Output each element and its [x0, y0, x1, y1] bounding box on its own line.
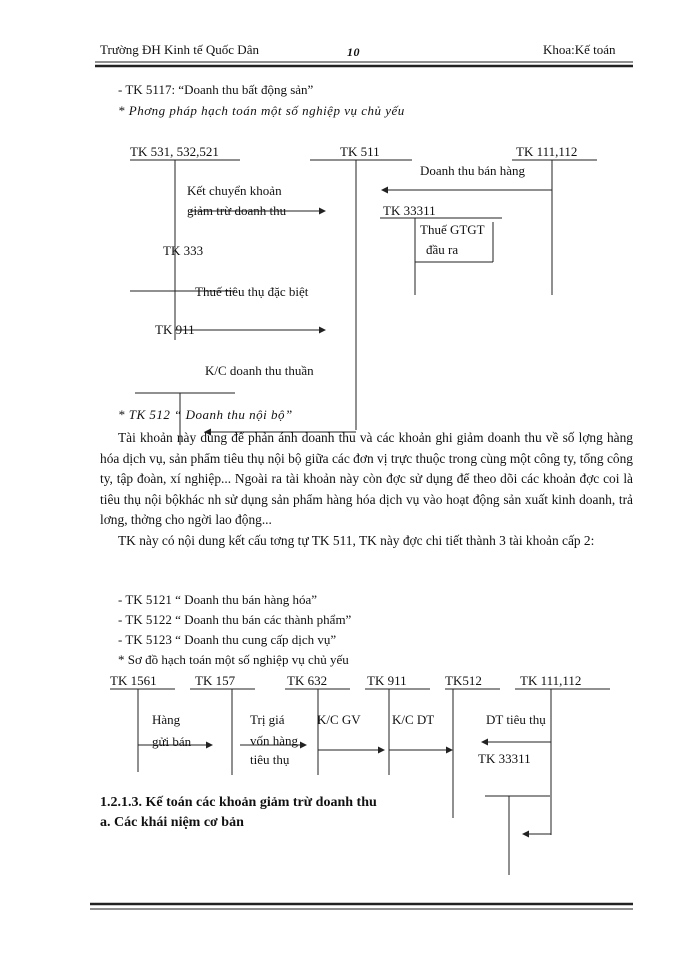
- d1-acc-33311: TK 33311: [383, 203, 436, 218]
- d2-goods-2: gửi bán: [152, 734, 192, 749]
- d2-cost-1: Trị giá: [250, 712, 285, 727]
- d2-acc-1561: TK 1561: [110, 673, 157, 688]
- section-1213-subheading: a. Các khái niệm cơ bản: [100, 815, 244, 830]
- d1-vat-1: Thuế GTGT: [420, 222, 485, 237]
- d2-acc-911: TK 911: [367, 673, 407, 688]
- d2-acc-632: TK 632: [287, 673, 328, 688]
- d1-acc-531: TK 531, 532,521: [130, 144, 219, 159]
- tk512-para-1: Tài khoản này dùng để phản ánh doanh thu và các khoản ghi giảm doanh thu về số lợng hàng hóa dịch vụ, sản phẩm tiêu thụ nội bộ giữa các đơn vị trực thuộc trong cùng một công ty, tổng công ty, tập đoàn, xí nghiệp... Ngoài ra tài khoản này còn đợc sử dụng để theo dõi các khoản đợc coi là tiêu thụ nội bộkhác nh sử dụng sản phẩm hàng hóa dịch vụ vào hoạt động sản xuất kinh doanh, trả lơng, thởng cho ngời lao động...: [100, 430, 633, 527]
- d2-goods-1: Hàng: [152, 712, 181, 727]
- diagram-2-title: * Sơ đồ hạch toán một số nghiệp vụ chủ yếu: [118, 652, 349, 667]
- d1-excise-tax: Thuế tiêu thụ đặc biệt: [195, 284, 309, 299]
- d2-acc-157: TK 157: [195, 673, 236, 688]
- d2-cost-3: tiêu thụ: [250, 752, 290, 767]
- tk5117-line: - TK 5117: “Doanh thu bất động sản”: [118, 82, 314, 97]
- d2-acc-512: TK512: [445, 673, 482, 688]
- method-title: * Phơng pháp hạch toán một số nghiệp vụ chủ yếu: [118, 103, 405, 118]
- d1-net-revenue: K/C doanh thu thuần: [205, 363, 314, 378]
- d2-dt-tieu-thu: DT tiêu thụ: [486, 712, 546, 727]
- sub-account-1: - TK 5121 “ Doanh thu bán hàng hóa”: [118, 592, 318, 607]
- d1-vat-2: đầu ra: [426, 242, 459, 257]
- sub-account-2: - TK 5122 “ Doanh thu bán các thành phẩm”: [118, 612, 352, 627]
- d1-sales-revenue: Doanh thu bán hàng: [420, 163, 526, 178]
- d1-acc-911: TK 911: [155, 322, 195, 337]
- header-school: Trường ĐH Kinh tế Quốc Dân: [100, 42, 259, 57]
- d1-transfer-2: giảm trừ doanh thu: [187, 203, 287, 218]
- d2-kc-dt: K/C DT: [392, 712, 435, 727]
- d2-cost-2: vốn hàng: [250, 733, 299, 748]
- d2-acc-33311: TK 33311: [478, 751, 531, 766]
- sub-account-3: - TK 5123 “ Doanh thu cung cấp dịch vụ”: [118, 632, 337, 647]
- d1-acc-333: TK 333: [163, 243, 204, 258]
- header-page-number: 10: [347, 45, 360, 59]
- d1-transfer-1: Kết chuyển khoản: [187, 183, 282, 198]
- section-1213-heading: 1.2.1.3. Kế toán các khoản giảm trừ doanh thu: [100, 795, 377, 810]
- d1-acc-111: TK 111,112: [516, 144, 578, 159]
- d2-acc-111: TK 111,112: [520, 673, 582, 688]
- header-faculty: Khoa:Kế toán: [543, 42, 616, 57]
- d2-kc-gv: K/C GV: [317, 712, 361, 727]
- d1-acc-511: TK 511: [340, 144, 380, 159]
- tk512-para-2: TK này có nội dung kết cấu tơng tự TK 511, TK này đợc chi tiết thành 3 tài khoản cấp 2:: [118, 532, 595, 548]
- tk512-title: * TK 512 “ Doanh thu nội bộ”: [118, 407, 293, 422]
